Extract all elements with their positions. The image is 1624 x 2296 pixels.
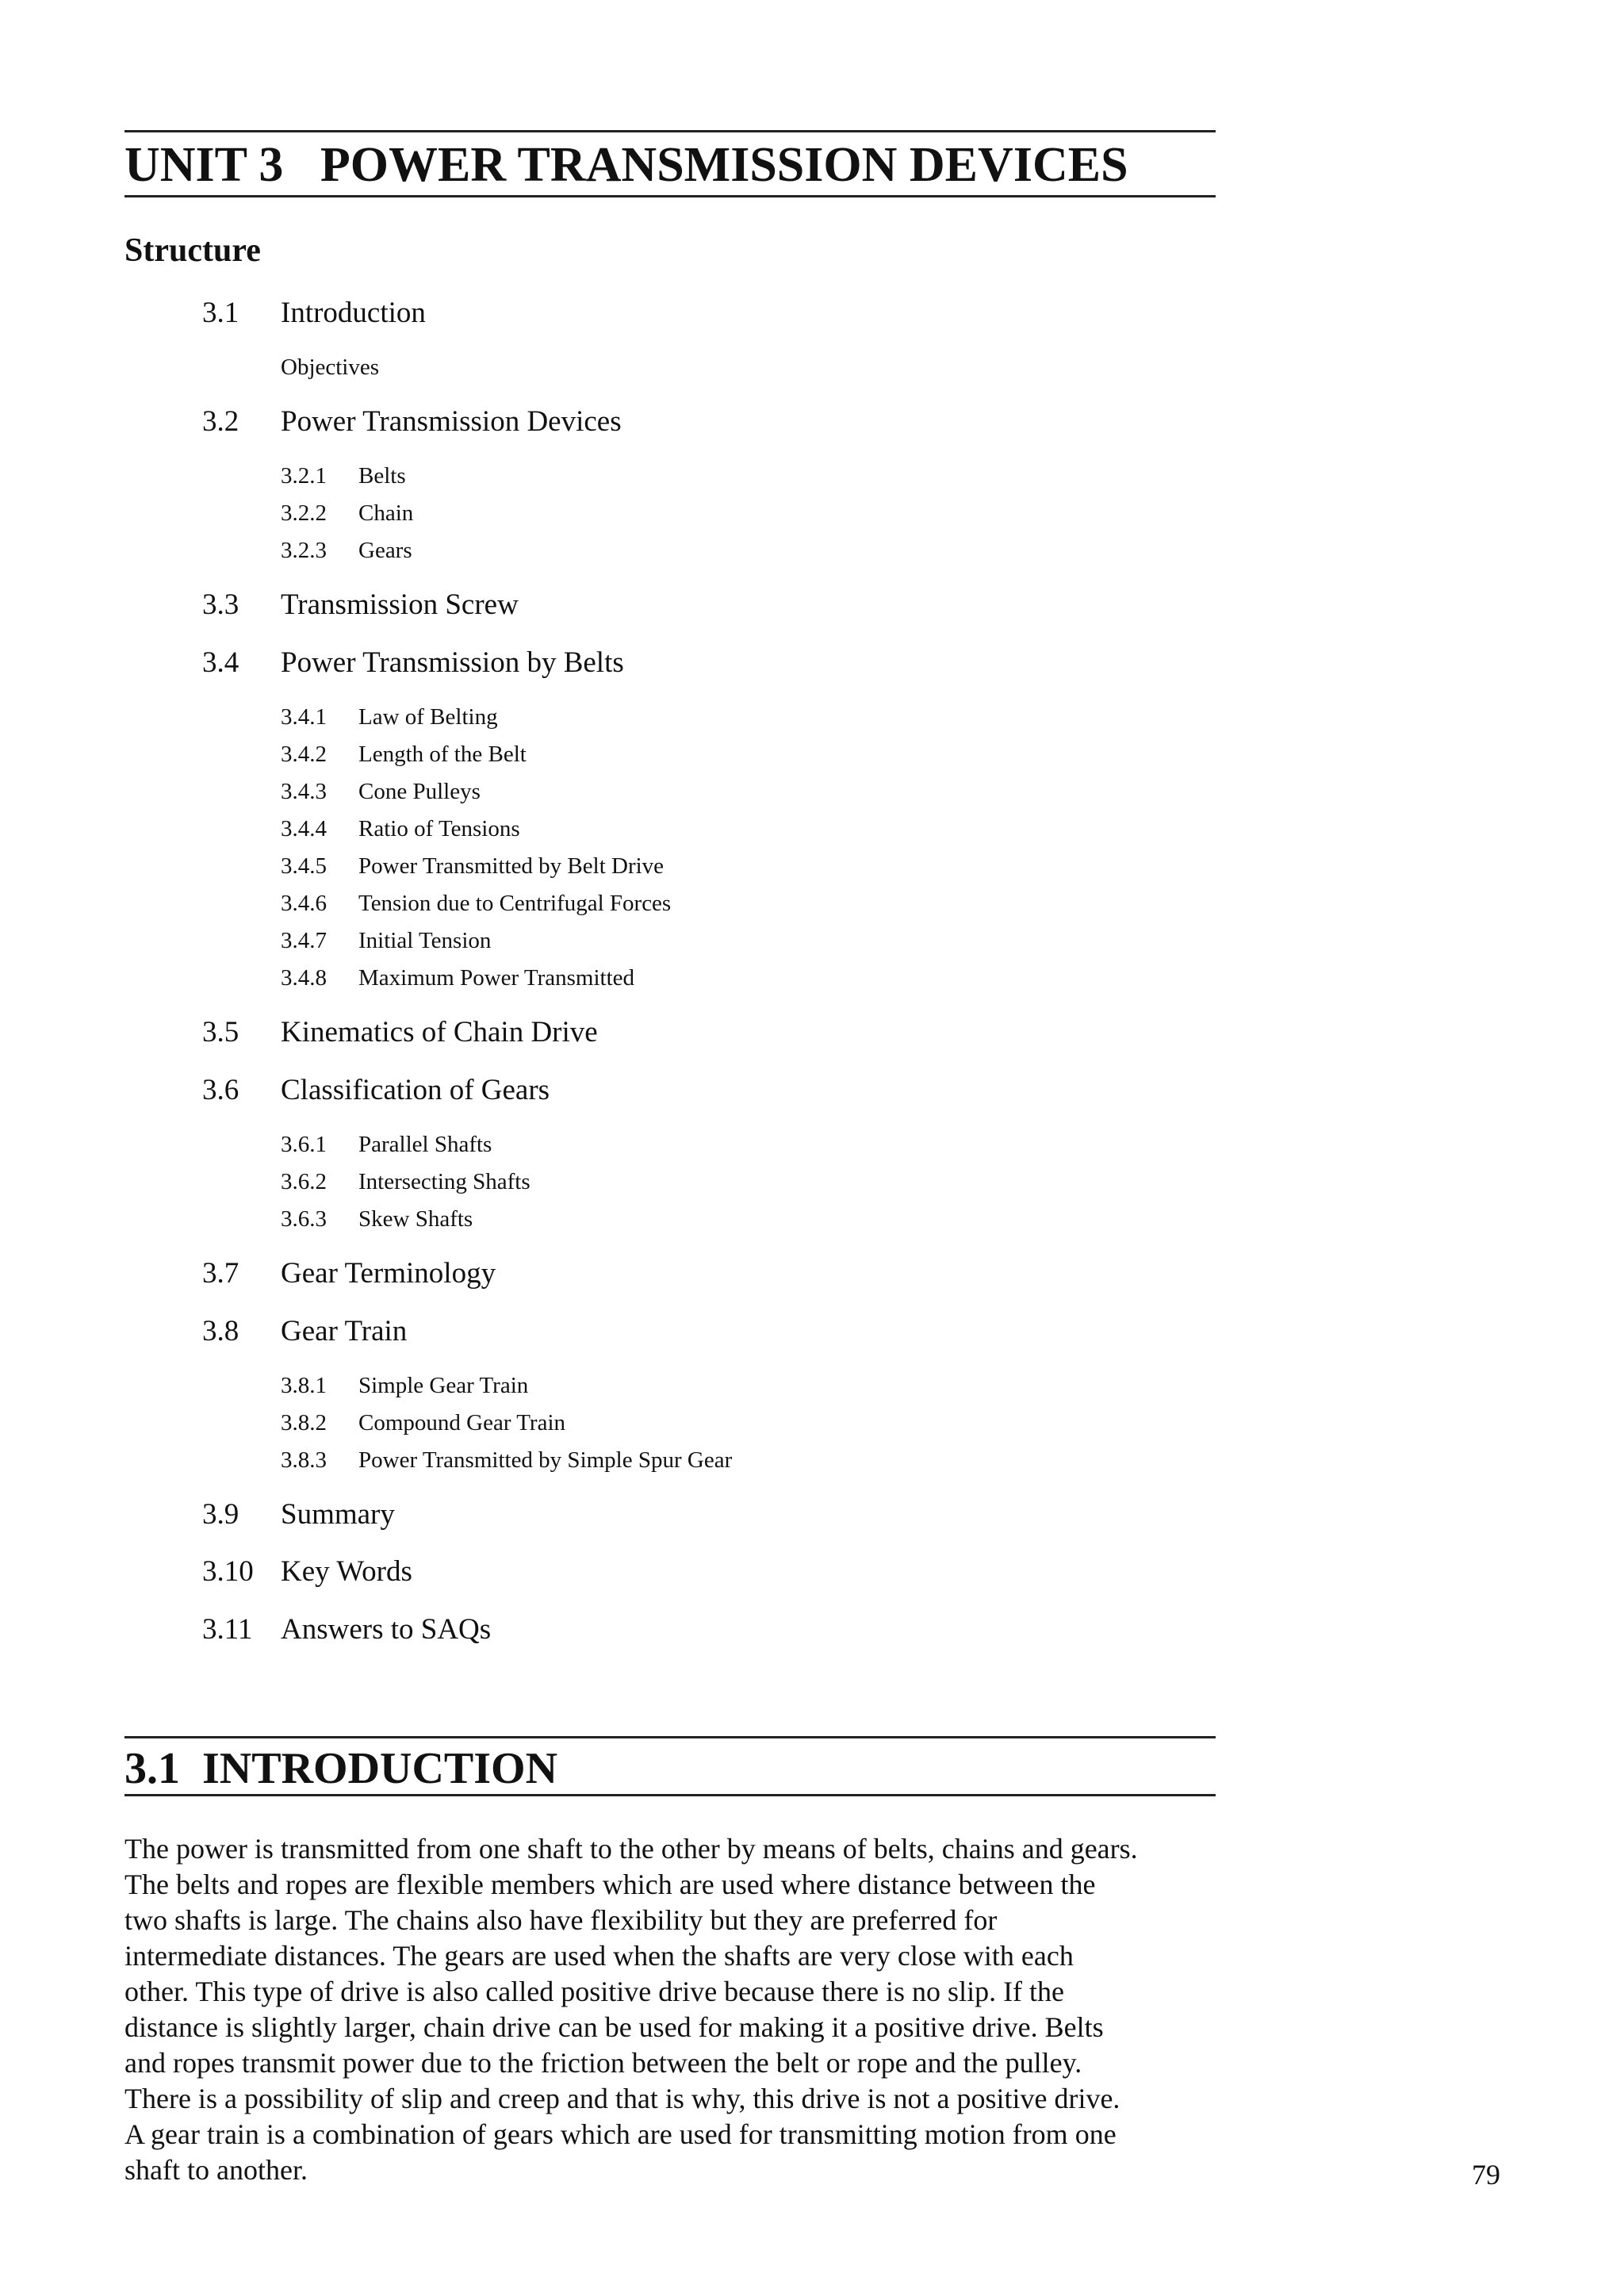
- toc-number: 3.9: [202, 1498, 239, 1531]
- toc-label: Belts: [358, 463, 406, 489]
- toc-note-objectives: Objectives: [281, 355, 380, 380]
- toc-number: 3.4.3: [281, 779, 327, 804]
- toc-item-3-3: [202, 586, 519, 624]
- paragraph-line: The power is transmitted from one shaft to the other by means of belts, chains and gears.: [124, 1833, 1138, 1865]
- toc-item-3-5: [202, 1014, 598, 1052]
- toc-item-3-7: [202, 1255, 496, 1293]
- paragraph-line: other. This type of drive is also called positive drive because there is no slip. If the: [124, 1976, 1065, 2007]
- toc-label: Length of the Belt: [358, 742, 527, 767]
- toc-number: 3.4.2: [281, 742, 327, 767]
- paragraph-line: A gear train is a combination of gears which are used for transmitting motion from one: [124, 2118, 1116, 2150]
- toc-subitem-3-2-3: [281, 535, 412, 566]
- unit-title-bottom-rule: [124, 195, 1216, 197]
- structure-heading: Structure: [124, 232, 261, 269]
- toc-label: Parallel Shafts: [358, 1132, 492, 1157]
- toc-item-3-11: [202, 1611, 491, 1649]
- toc-label: Chain: [358, 500, 414, 526]
- toc-subitem-3-4-1: [281, 701, 498, 733]
- toc-label: Compound Gear Train: [358, 1410, 565, 1435]
- paragraph-line: There is a possibility of slip and creep and that is why, this drive is not a positive drive.: [124, 2083, 1120, 2114]
- toc-number: 3.8.1: [281, 1373, 327, 1398]
- toc-item-3-2: [202, 403, 622, 441]
- toc-number: 3.2.1: [281, 463, 327, 489]
- toc-number: 3.5: [202, 1016, 239, 1048]
- toc-subitem-3-4-7: [281, 925, 491, 956]
- paragraph-line: The belts and ropes are flexible members which are used where distance between the: [124, 1869, 1096, 1900]
- toc-label: Power Transmission by Belts: [281, 646, 624, 679]
- toc-label: Ratio of Tensions: [358, 816, 520, 841]
- toc-subitem-3-8-3: [281, 1444, 732, 1476]
- toc-subitem-3-6-3: [281, 1203, 473, 1235]
- toc-label: Tension due to Centrifugal Forces: [358, 891, 672, 916]
- toc-number: 3.6.3: [281, 1206, 327, 1232]
- toc-subitem-3-6-1: [281, 1129, 492, 1160]
- toc-item-3-10: [202, 1553, 412, 1591]
- toc-label: Simple Gear Train: [358, 1373, 529, 1398]
- toc-subitem-3-8-1: [281, 1370, 528, 1401]
- toc-label: Power Transmitted by Simple Spur Gear: [358, 1447, 733, 1473]
- toc-item-3-9: [202, 1496, 395, 1534]
- toc-label: Power Transmission Devices: [281, 405, 622, 438]
- toc-label: Key Words: [281, 1555, 412, 1588]
- toc-subitem-3-4-3: [281, 776, 481, 807]
- section-title-bottom-rule: [124, 1794, 1216, 1796]
- toc-label: Skew Shafts: [358, 1206, 473, 1232]
- toc-label: Maximum Power Transmitted: [358, 965, 635, 991]
- toc-label: Intersecting Shafts: [358, 1169, 530, 1194]
- toc-number: 3.6: [202, 1074, 239, 1106]
- toc-label: Gear Terminology: [281, 1257, 496, 1290]
- toc-number: 3.4.4: [281, 816, 327, 841]
- toc-number: 3.4.5: [281, 853, 327, 879]
- paragraph-line: two shafts is large. The chains also have flexibility but they are preferred for: [124, 1904, 998, 1936]
- paragraph-line: intermediate distances. The gears are used when the shafts are very close with each: [124, 1940, 1074, 1972]
- toc-subitem-3-2-2: [281, 497, 413, 529]
- toc-label: Power Transmitted by Belt Drive: [358, 853, 665, 879]
- toc-subitem-3-6-2: [281, 1166, 530, 1198]
- toc-number: 3.3: [202, 588, 239, 621]
- toc-number: 3.7: [202, 1257, 239, 1290]
- toc-label: Answers to SAQs: [281, 1613, 492, 1646]
- page-number: 79: [1472, 2159, 1500, 2191]
- toc-number: 3.4.6: [281, 891, 327, 916]
- toc-number: 3.6.2: [281, 1169, 327, 1194]
- toc-item-3-4: [202, 644, 624, 682]
- toc-label: Gear Train: [281, 1315, 408, 1347]
- unit-title: UNIT 3 POWER TRANSMISSION DEVICES: [124, 138, 1128, 192]
- toc-number: 3.2.2: [281, 500, 327, 526]
- paragraph-line: distance is slightly larger, chain drive can be used for making it a positive drive. Belts: [124, 2011, 1104, 2043]
- toc-label: Cone Pulleys: [358, 779, 481, 804]
- toc-subitem-3-4-8: [281, 962, 634, 994]
- paragraph-line: shaft to another.: [124, 2154, 308, 2186]
- toc-label: Gears: [358, 538, 412, 563]
- toc-label: Initial Tension: [358, 928, 492, 953]
- toc-label: Introduction: [281, 297, 426, 329]
- toc-label: Classification of Gears: [281, 1074, 550, 1106]
- toc-subitem-3-4-2: [281, 738, 527, 770]
- toc-number: 3.10: [202, 1555, 254, 1588]
- toc-subitem-3-4-5: [281, 850, 664, 882]
- section-title: 3.1 INTRODUCTION: [124, 1744, 558, 1793]
- paragraph-line: and ropes transmit power due to the friction between the belt or rope and the pulley.: [124, 2047, 1082, 2079]
- toc-item-3-1: [202, 294, 426, 332]
- toc-label: Summary: [281, 1498, 395, 1531]
- toc-number: 3.6.1: [281, 1132, 327, 1157]
- toc-number: 3.2.3: [281, 538, 327, 563]
- toc-number: 3.2: [202, 405, 239, 438]
- toc-number: 3.1: [202, 297, 239, 329]
- toc-label: Kinematics of Chain Drive: [281, 1016, 598, 1048]
- toc-subitem-3-4-6: [281, 887, 671, 919]
- toc-label: Law of Belting: [358, 704, 498, 730]
- toc-label: Transmission Screw: [281, 588, 519, 621]
- toc-number: 3.4.8: [281, 965, 327, 991]
- toc-item-3-6: [202, 1071, 550, 1110]
- toc-number: 3.11: [202, 1613, 253, 1646]
- toc-subitem-3-4-4: [281, 813, 520, 845]
- toc-subitem-3-8-2: [281, 1407, 565, 1439]
- toc-item-3-8: [202, 1313, 407, 1351]
- toc-number: 3.8.2: [281, 1410, 327, 1435]
- toc-number: 3.4.1: [281, 704, 327, 730]
- toc-number: 3.4.7: [281, 928, 327, 953]
- intro-paragraph: [124, 1831, 1227, 2188]
- toc-number: 3.8.3: [281, 1447, 327, 1473]
- toc-number: 3.8: [202, 1315, 239, 1347]
- toc-number: 3.4: [202, 646, 239, 679]
- toc-subitem-3-2-1: [281, 460, 406, 492]
